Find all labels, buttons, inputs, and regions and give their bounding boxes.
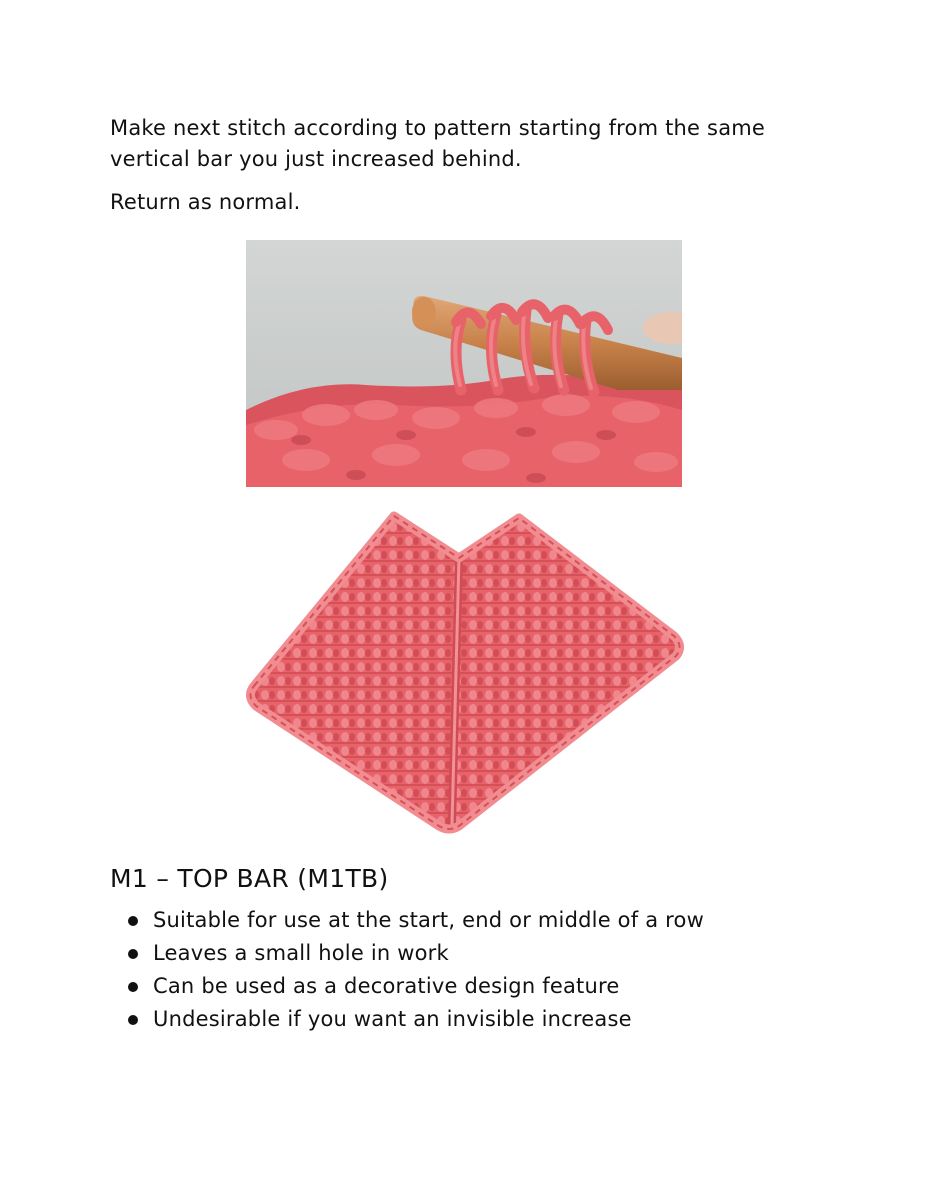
list-item [128, 904, 704, 937]
list-item [128, 937, 704, 970]
bullet-icon [128, 982, 138, 992]
feature-list [128, 904, 704, 1036]
bullet-icon [128, 916, 138, 926]
pink-crochet-swatch-photo [244, 506, 684, 836]
list-item-text: Can be used as a decorative design feature [153, 974, 620, 998]
return-paragraph: Return as normal. [110, 190, 301, 214]
list-item [128, 970, 704, 1003]
list-item-text: Undesirable if you want an invisible increase [153, 1007, 632, 1031]
list-item-text: Leaves a small hole in work [153, 941, 449, 965]
crochet-hook-with-loops-photo [246, 240, 682, 487]
instruction-paragraph: Make next stitch according to pattern starting from the same vertical bar you just increased behind. [110, 116, 766, 171]
section-heading: M1 – TOP BAR (M1TB) [110, 864, 389, 893]
list-item-text: Suitable for use at the start, end or middle of a row [153, 908, 704, 932]
list-item [128, 1003, 704, 1036]
bullet-icon [128, 949, 138, 959]
bullet-icon [128, 1015, 138, 1025]
